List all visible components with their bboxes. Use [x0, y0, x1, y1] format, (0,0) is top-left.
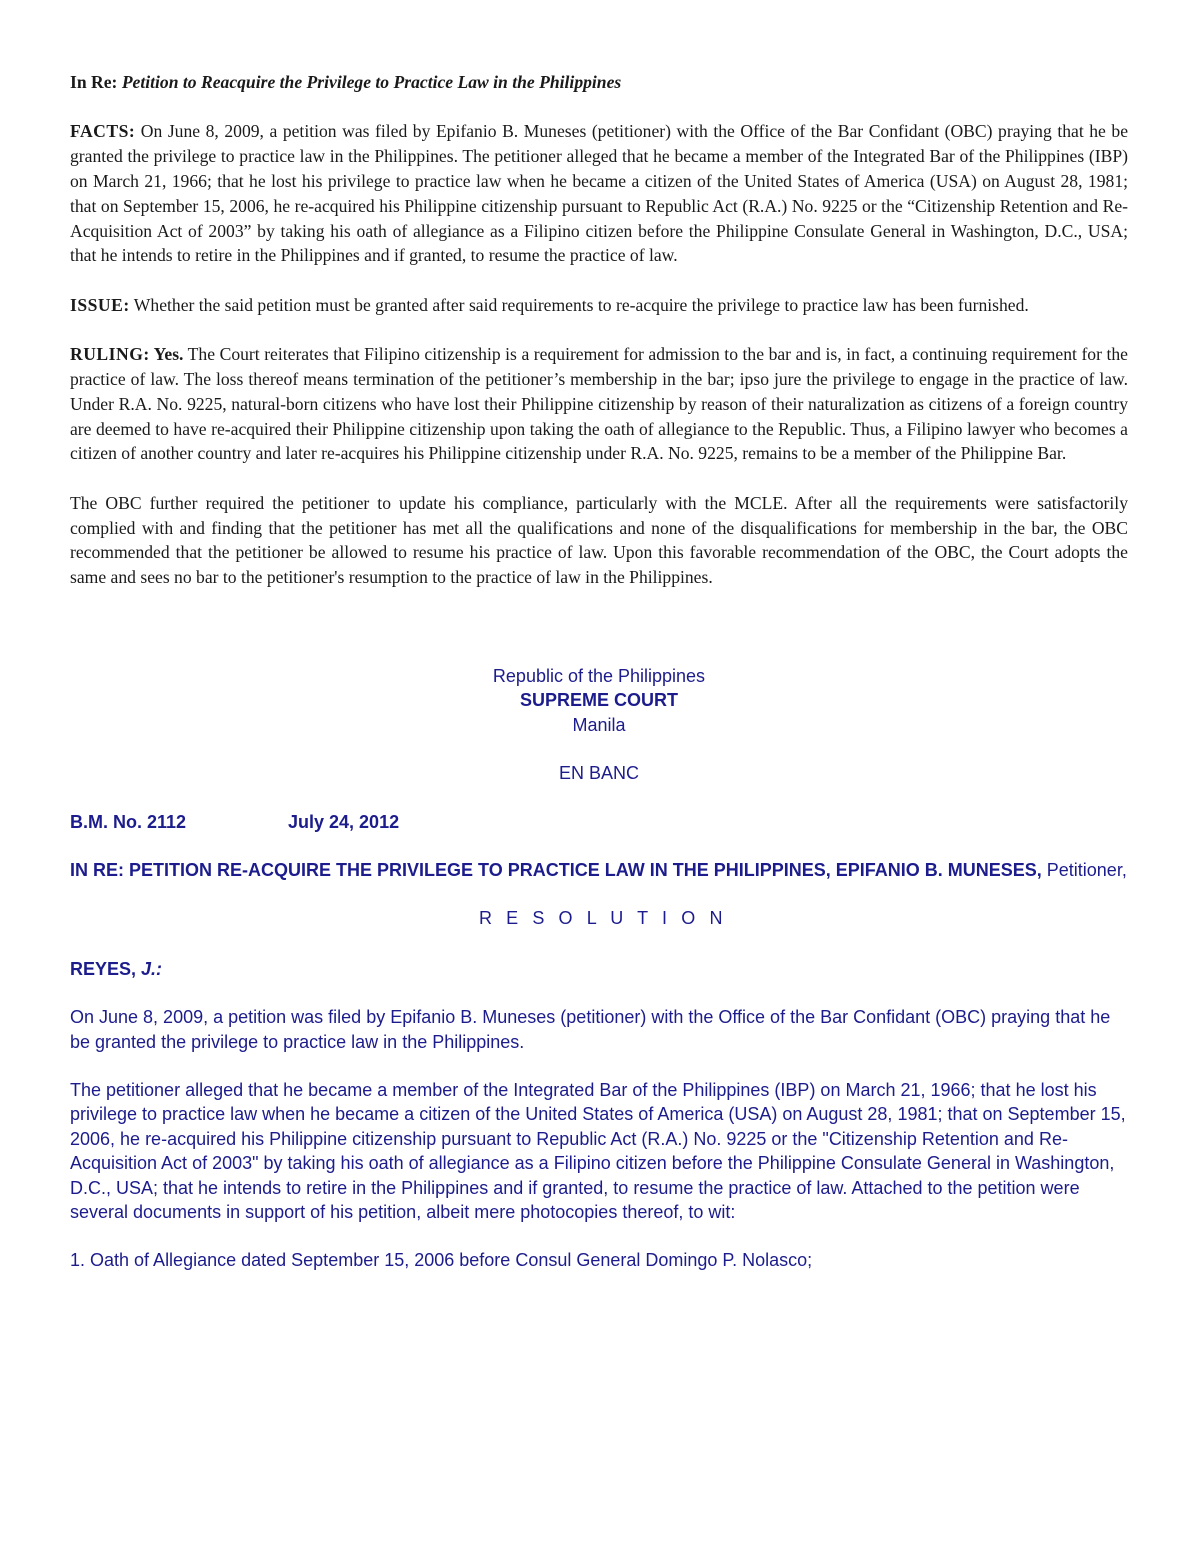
court-city: Manila — [572, 714, 626, 735]
ponente-title: J.: — [141, 958, 163, 979]
resolution-heading: R E S O L U T I O N — [478, 908, 728, 929]
issue-paragraph — [70, 293, 1128, 318]
bm-number: B.M. No. 2112 — [70, 811, 187, 832]
issue-label: ISSUE: — [70, 294, 130, 315]
digest-title-rest: Petition to Reacquire the Privilege to Practice Law in the Philippines — [121, 72, 622, 92]
case-number-line — [70, 810, 1128, 834]
ponente-name: REYES, — [70, 958, 142, 979]
ponente — [70, 957, 1128, 981]
decision-section — [70, 664, 1128, 1273]
court-header — [70, 664, 1128, 737]
caption-title: IN RE: PETITION RE-ACQUIRE THE PRIVILEGE TO PRACTICE LAW IN THE PHILIPPINES, EPIFANIO B. MUNESES, — [70, 859, 1042, 880]
republic-line: Republic of the Philippines — [492, 665, 706, 686]
digest-title — [70, 70, 1128, 95]
ruling-paragraph — [70, 342, 1128, 466]
obc-paragraph: The OBC further required the petitioner to update his compliance, particularly with the MCLE. After all the requirements were satisfactorily complied with and finding that the petitioner has met all the qualifications and none of the disqualifications for membership in the bar, the OBC recommended that the petitioner be allowed to resume his practice of law. Upon this favorable recommendation of the OBC, the Court adopts the same and sees no bar to the petitioner's resumption to the practice of law in the Philippines. — [70, 492, 1128, 588]
facts-text: On June 8, 2009, a petition was filed by Epifanio B. Muneses (petitioner) with the Office of the Bar Confidant (OBC) praying that he be granted the privilege to practice law in the Philippines. The petitioner alleged that he became a member of the Integrated Bar of the Philippines (IBP) on March 21, 1966; that he lost his privilege to practice law when he became a citizen of the United States of America (USA) on August 28, 1981; that on September 15, 2006, he re-acquired his Philippine citizenship pursuant to Republic Act (R.A.) No. 9225 or the “Citizenship Retention and Re-Acquisition Act of 2003” by taking his oath of allegiance as a Filipino citizen before the Philippine Consulate General in Washington, D.C., USA; that he intends to retire in the Philippines and if granted, to resume the practice of law. — [70, 121, 1128, 266]
decision-paragraph-2: The petitioner alleged that he became a member of the Integrated Bar of the Philippines (IBP) on March 21, 1966; that he lost his privilege to practice law when he became a citizen of the United States of America (USA) on August 28, 1981; that on September 15, 2006, he re-acquired his Philippine citizenship pursuant to Republic Act (R.A.) No. 9225 or the "Citizenship Retention and Re-Acquisition Act of 2003" by taking his oath of allegiance as a Filipino citizen before the Philippine Consulate General in Washington, D.C., USA; that he intends to retire in the Philippines and if granted, to resume the practice of law. Attached to the petition were several documents in support of his petition, albeit mere photocopies thereof, to wit: — [70, 1079, 1126, 1223]
issue-text: Whether the said petition must be granted after said requirements to re-acquire the privilege to practice law has been furnished. — [129, 294, 1029, 315]
court-name: SUPREME COURT — [519, 690, 678, 711]
digest-title-prefix: In Re: — [70, 72, 122, 92]
decision-paragraph-1: On June 8, 2009, a petition was filed by Epifanio B. Muneses (petitioner) with the Office of the Bar Confidant (OBC) praying that he be granted the privilege to practice law in the Philippines. — [70, 1007, 1111, 1052]
list-item-1: 1. Oath of Allegiance dated September 15, 2006 before Consul General Domingo P. Nolasco; — [70, 1250, 813, 1271]
decision-date: July 24, 2012 — [288, 811, 400, 832]
ruling-label: RULING: — [70, 344, 150, 365]
division-label: EN BANC — [558, 763, 639, 784]
ruling-yes: Yes. — [149, 344, 184, 365]
facts-paragraph — [70, 119, 1128, 268]
ruling-text: The Court reiterates that Filipino citizenship is a requirement for admission to the bar and is, in fact, a continuing requirement for the practice of law. The loss thereof means termination of the petitioner’s membership in the bar; ipso jure the privilege to engage in the practice of law. Under R.A. No. 9225, natural-born citizens who have lost their Philippine citizenship by reason of their naturalization as citizens of a foreign country are deemed to have re-acquired their Philippine citizenship upon taking the oath of allegiance to the Republic. Thus, a Filipino lawyer who becomes a citizen of another country and later re-acquires his Philippine citizenship under R.A. No. 9225, remains to be a member of the Philippine Bar. — [70, 344, 1128, 464]
document-page — [70, 70, 1128, 1273]
caption-role: Petitioner, — [1041, 859, 1127, 880]
case-digest — [70, 70, 1128, 590]
facts-label: FACTS: — [70, 121, 136, 142]
case-caption — [70, 858, 1128, 882]
